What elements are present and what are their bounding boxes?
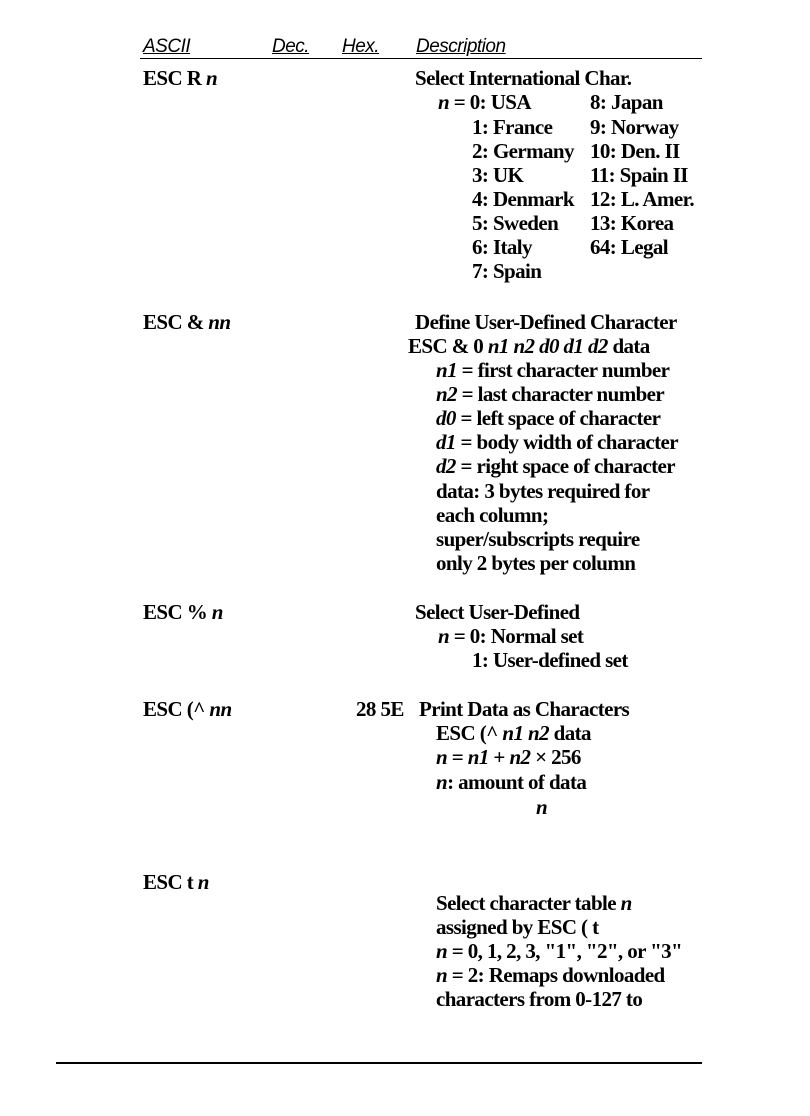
desc-title: Print Data as Characters (419, 697, 630, 721)
command-param: nn (208, 310, 231, 334)
country-item: 7: Spain (472, 259, 542, 283)
syntax-prefix: ESC & 0 (408, 334, 484, 358)
formula-plus: + (493, 745, 505, 769)
country-item: 11: Spain II (590, 163, 688, 187)
amount-line (436, 770, 586, 794)
param-n: n (620, 891, 632, 915)
desc-text: Select character table (436, 891, 616, 915)
param-line (436, 430, 678, 454)
desc-line (436, 939, 682, 963)
header-rule (140, 58, 702, 59)
param-name: d0 (436, 406, 456, 430)
note-line: each column; (436, 503, 549, 527)
command-text: ESC % (143, 600, 208, 624)
command-text: ESC & (143, 310, 204, 334)
amount-n: n (436, 770, 448, 794)
country-item: 5: Sweden (472, 211, 559, 235)
param-name: n2 (436, 382, 457, 406)
syntax-params: n1 n2 d0 d1 d2 (487, 334, 608, 358)
param-line (436, 406, 660, 430)
desc-line (438, 624, 583, 648)
hex-value: 28 5E (356, 697, 404, 721)
country-item: 12: L. Amer. (590, 187, 695, 211)
desc-line: assigned by ESC ( t (436, 915, 599, 939)
syntax-suffix: data (612, 334, 650, 358)
country-item: 13: Korea (590, 211, 674, 235)
desc-line: 1: User-defined set (472, 648, 628, 672)
country-item: 6: Italy (472, 235, 532, 259)
param-line (436, 358, 669, 382)
command-esc-paren-caret (143, 697, 232, 721)
param-n: n (438, 624, 450, 648)
param-n: n (438, 90, 450, 114)
desc-title: Define User-Defined Character (415, 310, 677, 334)
note-line: super/subscripts require (436, 527, 640, 551)
command-text: ESC R (143, 66, 202, 90)
col-header-dec: Dec. (272, 36, 310, 57)
command-text: ESC t (143, 870, 194, 894)
command-esc-pct (143, 600, 223, 624)
country-item: 9: Norway (590, 115, 679, 139)
param-desc: = body width of character (460, 430, 678, 454)
amount-text: : amount of data (447, 770, 587, 794)
country-item: 10: Den. II (590, 139, 680, 163)
desc-title: Select International Char. (415, 66, 632, 90)
desc-line (436, 891, 632, 915)
desc-title: Select User-Defined (415, 600, 580, 624)
country-item: 8: Japan (590, 90, 663, 114)
formula-n2: n2 (509, 745, 531, 769)
syntax-suffix: data (553, 721, 591, 745)
desc-syntax (408, 334, 650, 358)
param-name: d2 (436, 454, 456, 478)
param-name: d1 (436, 430, 456, 454)
param-desc: = first character number (461, 358, 670, 382)
formula-rest: × 256 (535, 745, 581, 769)
country-item: 2: Germany (472, 139, 574, 163)
command-param: n (197, 870, 209, 894)
param-name: n1 (436, 358, 457, 382)
desc-text: = 0, 1, 2, 3, "1", "2", or "3" (451, 939, 683, 963)
desc-line (438, 90, 531, 114)
command-esc-r (143, 66, 217, 90)
param-line (436, 382, 664, 406)
col-header-ascii: ASCII (143, 36, 191, 57)
desc-line: characters from 0-127 to (436, 987, 643, 1011)
param-n: n (436, 963, 448, 987)
desc-syntax (436, 721, 591, 745)
param-desc: = last character number (461, 382, 665, 406)
param-desc: = left space of character (460, 406, 661, 430)
formula-n: n (436, 745, 448, 769)
col-header-hex: Hex. (342, 36, 380, 57)
param-line (436, 454, 675, 478)
syntax-params: n1 n2 (502, 721, 549, 745)
command-param: nn (209, 697, 232, 721)
stray-n: n (536, 795, 548, 819)
formula-n1: n1 (467, 745, 489, 769)
footer-rule (56, 1062, 702, 1064)
country-item: 4: Denmark (472, 187, 574, 211)
syntax-prefix: ESC (^ (436, 721, 498, 745)
desc-line (436, 963, 665, 987)
param-n: n (436, 939, 448, 963)
country-item: 1: France (472, 115, 553, 139)
country-item: 3: UK (472, 163, 524, 187)
desc-text: = 0: Normal set (453, 624, 584, 648)
param-desc: = right space of character (460, 454, 675, 478)
desc-text: = 0: USA (453, 90, 531, 114)
command-param: n (211, 600, 223, 624)
col-header-description: Description (416, 36, 506, 57)
command-param: n (205, 66, 218, 90)
country-item: 64: Legal (590, 235, 669, 259)
note-line: data: 3 bytes required for (436, 479, 650, 503)
command-text: ESC (^ (143, 697, 205, 721)
command-esc-t (143, 870, 209, 894)
command-esc-amp (143, 310, 230, 334)
formula-line (436, 745, 581, 769)
formula-eq: = (451, 745, 464, 769)
desc-text: = 2: Remaps downloaded (451, 963, 665, 987)
note-line: only 2 bytes per column (436, 551, 636, 575)
